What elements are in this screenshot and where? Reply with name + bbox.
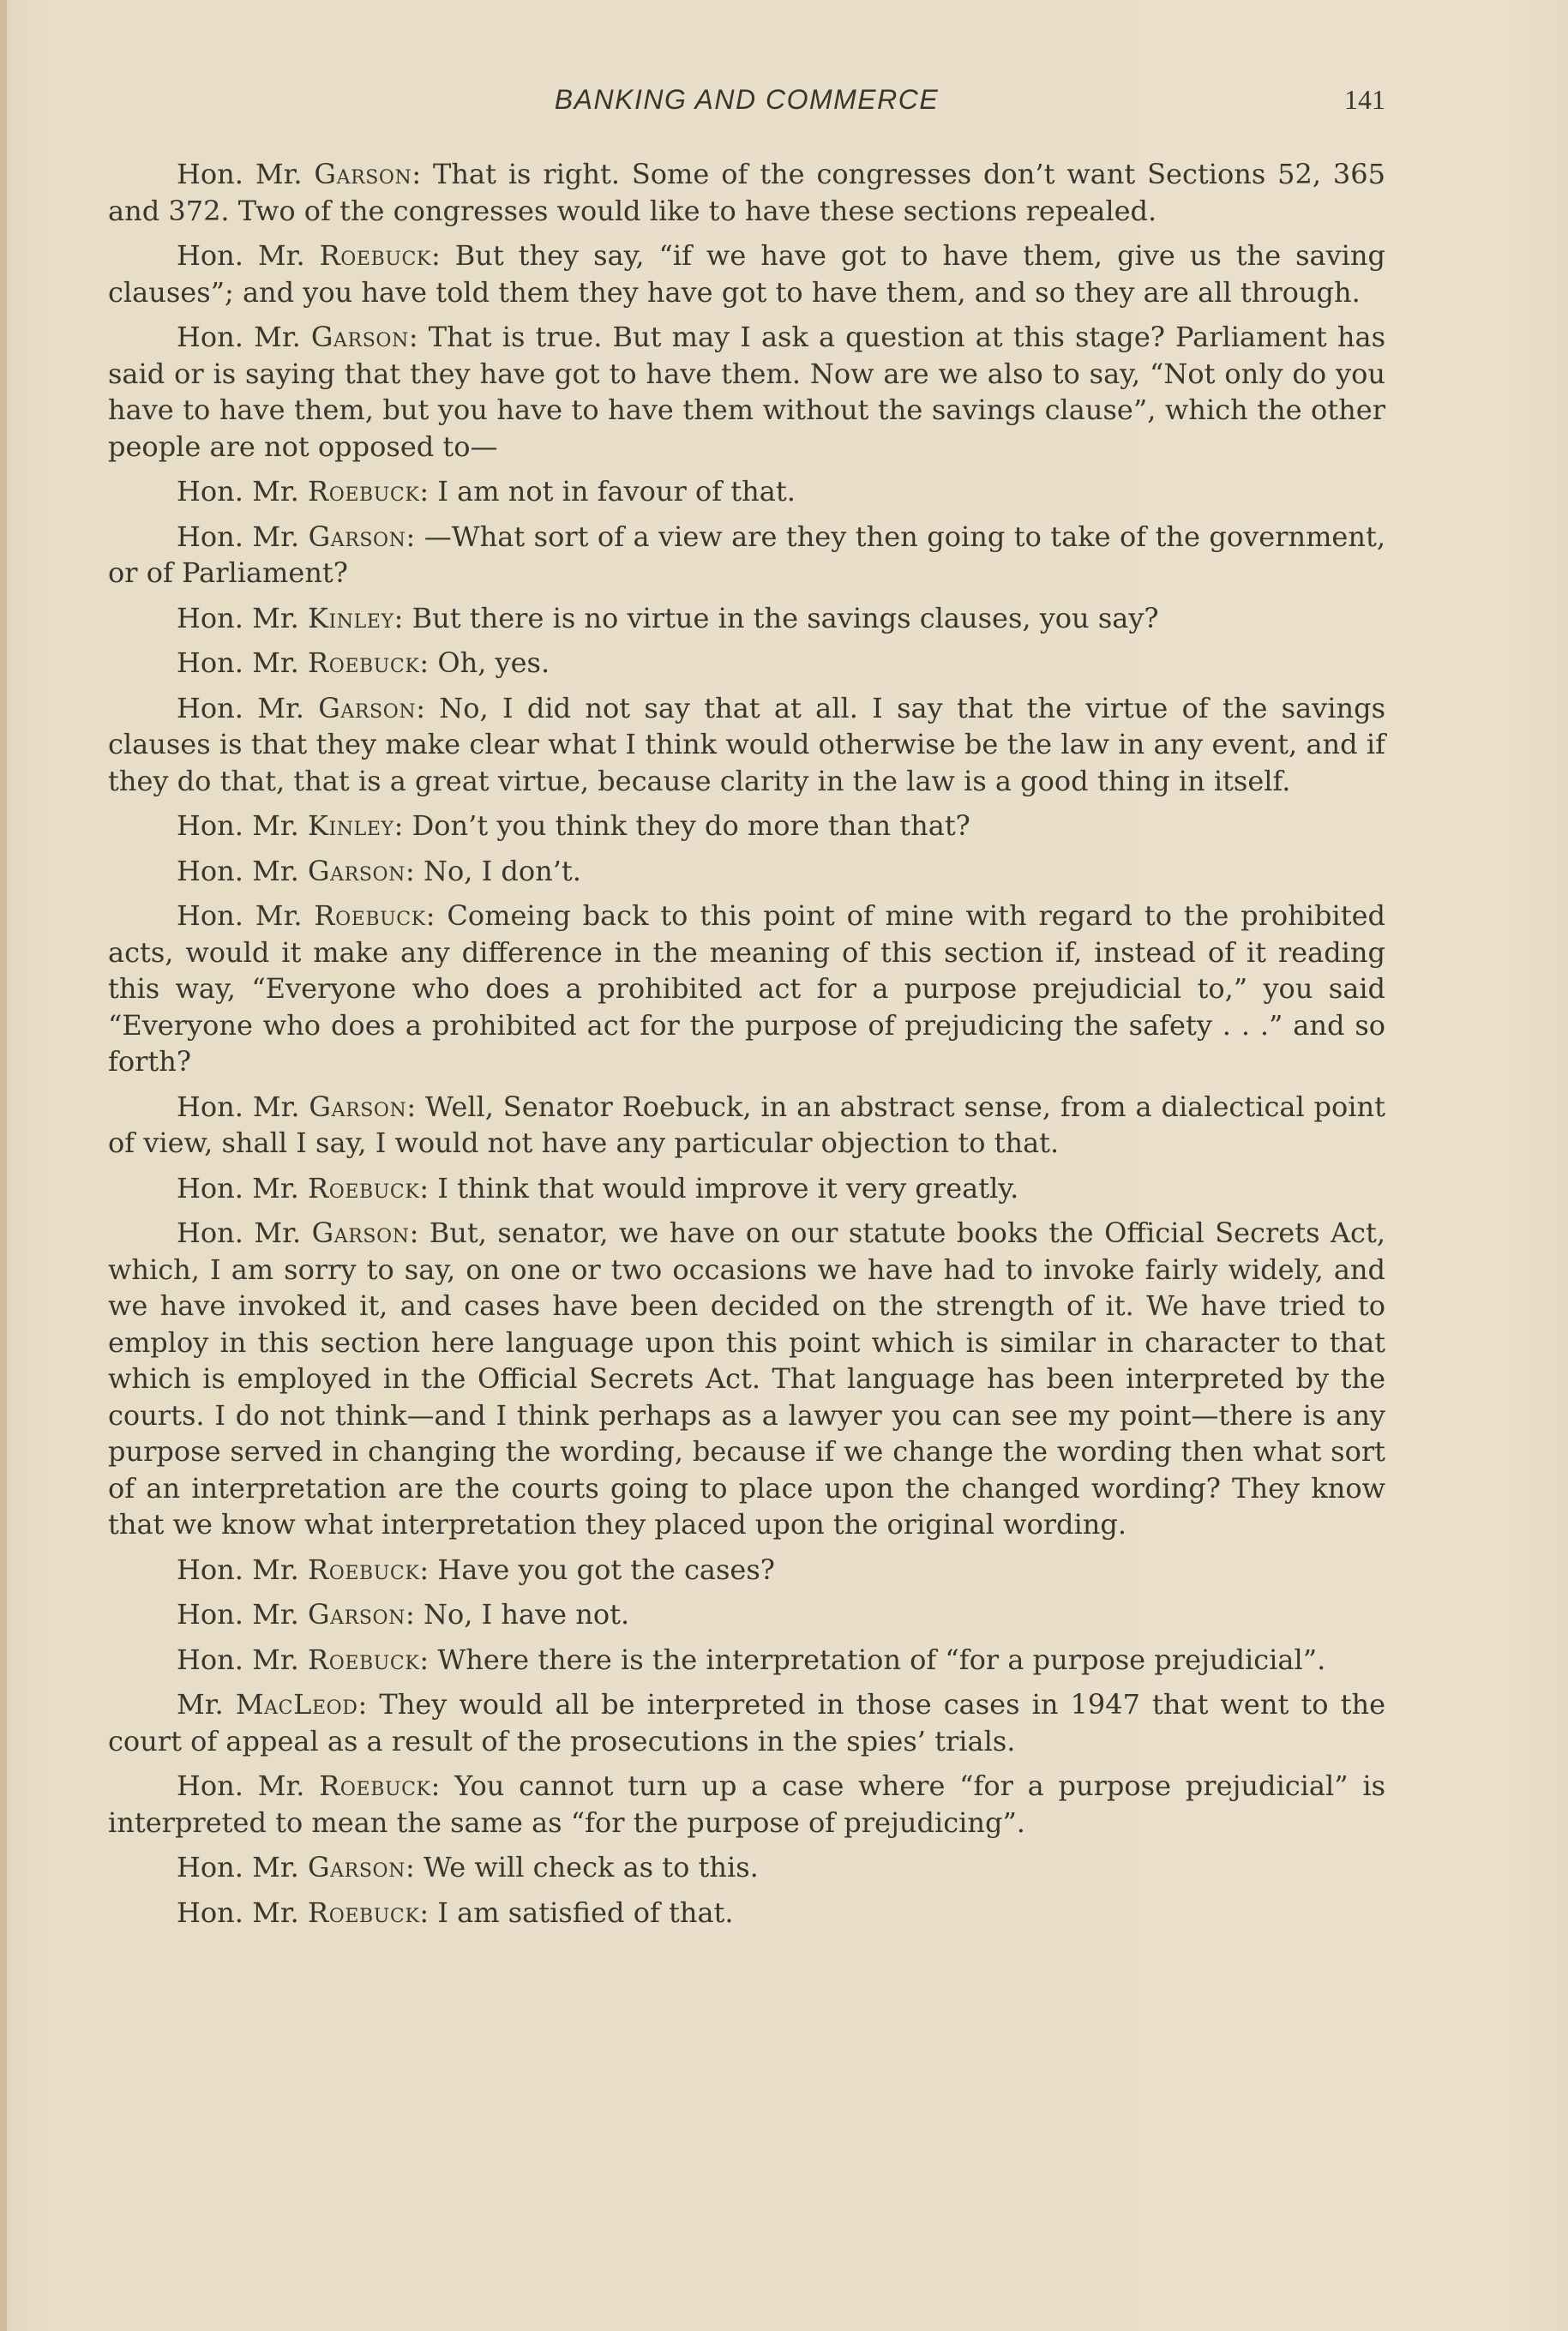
speech-text: : No, I have not.	[406, 1598, 630, 1631]
speaker-title: Hon. Mr.	[177, 1598, 309, 1631]
speaker-name: Kinley	[308, 601, 394, 634]
speaker-title: Hon. Mr.	[177, 520, 309, 553]
speaker-title: Hon. Mr.	[177, 158, 315, 190]
speaker-title: Hon. Mr.	[177, 646, 309, 679]
speech-text: : Have you got the cases?	[419, 1553, 775, 1586]
speaker-name: Garson	[308, 1851, 406, 1883]
speaker-name: Garson	[308, 520, 406, 553]
speaker-name: Roebuck	[319, 1769, 431, 1802]
speaker-title: Hon. Mr.	[177, 1643, 309, 1676]
speech-paragraph	[108, 1686, 1385, 1759]
speech-paragraph	[108, 1642, 1385, 1679]
speaker-name: Garson	[310, 321, 409, 353]
speech-text: : —What sort of a view are they then going to take of the government, or of Parliament?	[108, 520, 1386, 589]
speaker-name: Garson	[308, 854, 406, 887]
speech-text: : Don’t you think they do more than that?	[394, 809, 970, 842]
speech-paragraph	[108, 600, 1385, 637]
speech-text: : They would all be interpreted in those cases in 1947 that went to the court of appeal as a result of the prosecutions in the spies’ trials.	[108, 1688, 1386, 1757]
speech-paragraph	[108, 473, 1385, 510]
speech-text: : But they say, “if we have got to have them, give us the saving clauses”; and you have told them they have got to have them, and so they are all through.	[108, 239, 1386, 309]
speech-text: : That is right. Some of the congresses don’t want Sections 52, 365 and 372. Two of the congresses would like to have these sections repealed.	[108, 158, 1386, 227]
speech-paragraph	[108, 808, 1385, 844]
page-number: 141	[1344, 84, 1385, 115]
speech-paragraph	[108, 156, 1385, 229]
speaker-name: Roebuck	[308, 1895, 420, 1929]
speaker-title: Hon. Mr.	[177, 691, 319, 724]
speech-text: : You cannot turn up a case where “for a purpose prejudicial” is interpreted to mean the same as “for the purpose of prejudicing”.	[108, 1769, 1386, 1839]
speaker-name: Roebuck	[308, 1553, 420, 1586]
speech-paragraph	[108, 1768, 1385, 1841]
page-binding-edge	[0, 0, 7, 2331]
speaker-title: Hon. Mr.	[177, 1090, 309, 1123]
speech-text: : No, I did not say that at all. I say that the virtue of the savings clauses is that they make clear what I think would otherwise be the law in any event, and if they do that, that is a great virtue, because clarity in the law is a good thing in itself.	[108, 691, 1386, 797]
speech-text: : But there is no virtue in the savings clauses, you say?	[394, 601, 1159, 634]
transcript-body	[108, 156, 1385, 1939]
speaker-name: Roebuck	[308, 1171, 420, 1205]
speech-paragraph	[108, 1170, 1385, 1207]
speaker-title: Hon. Mr.	[177, 1217, 312, 1249]
speech-paragraph	[108, 853, 1385, 890]
speech-paragraph	[108, 319, 1385, 465]
speaker-title: Mr.	[177, 1688, 236, 1721]
speaker-name: Garson	[311, 1217, 410, 1249]
speaker-name: Roebuck	[308, 646, 420, 679]
speech-paragraph	[108, 1215, 1385, 1543]
speaker-title: Hon. Mr.	[177, 809, 309, 842]
speech-paragraph	[108, 690, 1385, 800]
speech-text: : We will check as to this.	[406, 1851, 759, 1883]
speaker-name: Garson	[308, 1598, 406, 1631]
speech-text: : That is true. But may I ask a question at this stage? Parliament has said or is saying that they have got to have them. Now are we also to say, “Not only do you have to have them, but you have to have them without the savings clause”, which the other people are not opposed to—	[108, 321, 1385, 463]
speaker-name: Garson	[318, 691, 417, 724]
speaker-name: MacLeod	[235, 1688, 358, 1721]
speaker-title: Hon. Mr.	[177, 239, 320, 272]
speaker-name: Roebuck	[319, 239, 431, 272]
speech-paragraph	[108, 519, 1385, 592]
speech-paragraph	[108, 645, 1385, 682]
speech-text: : Where there is the interpretation of “for a purpose prejudicial”.	[419, 1643, 1326, 1676]
speaker-title: Hon. Mr.	[177, 321, 311, 353]
speech-paragraph	[108, 1552, 1385, 1589]
speaker-title: Hon. Mr.	[177, 1851, 309, 1883]
speech-paragraph	[108, 1849, 1385, 1886]
speech-paragraph	[108, 1596, 1385, 1633]
speech-text: : I think that would improve it very greatly.	[419, 1171, 1019, 1205]
speaker-title: Hon. Mr.	[177, 1895, 309, 1929]
speaker-name: Kinley	[308, 809, 394, 842]
speaker-title: Hon. Mr.	[177, 1553, 309, 1586]
speaker-name: Roebuck	[308, 1643, 420, 1676]
speech-paragraph	[108, 237, 1385, 310]
speech-text: : No, I don’t.	[406, 854, 581, 887]
speech-text: : But, senator, we have on our statute books the Official Secrets Act, which, I am sorry to say, on one or two occasions we have had to invoke fairly widely, and we have invoked it, and cases have been decided on the strength of it. We have tried to employ in this section here language upon this point which is similar in character to that which is employed in the Official Secrets Act. That language has been interpreted by the courts. I do not think—and I think perhaps as a lawyer you can see my point—there is any purpose served in changing the wording, because if we change the wording then what sort of an interpretation are the courts going to place upon the changed wording? They know that we know what interpretation they placed upon the original wording.	[108, 1217, 1386, 1541]
speaker-name: Roebuck	[308, 475, 420, 508]
speech-text: : I am satisfied of that.	[419, 1895, 734, 1929]
running-head: BANKING AND COMMERCE	[554, 84, 940, 115]
speaker-name: Garson	[309, 1090, 407, 1123]
speech-paragraph	[108, 1089, 1385, 1162]
speech-text: : Oh, yes.	[419, 646, 550, 679]
speaker-title: Hon. Mr.	[177, 475, 309, 508]
speaker-title: Hon. Mr.	[177, 1769, 320, 1802]
speech-paragraph	[108, 898, 1385, 1080]
speaker-name: Roebuck	[314, 899, 426, 932]
speaker-title: Hon. Mr.	[177, 854, 309, 887]
speaker-name: Garson	[314, 158, 412, 190]
speech-text: : Comeing back to this point of mine with regard to the prohibited acts, would it make any difference in the meaning of this section if, instead of it reading this way, “Everyone who does a prohibited act for a purpose prejudicial to,” you said “Everyone who does a prohibited act for the purpose of prejudicing the safety . . .” and so forth?	[108, 899, 1386, 1078]
speech-text: : Well, Senator Roebuck, in an abstract sense, from a dialectical point of view, shall I say, I would not have any particular objection to that.	[108, 1090, 1386, 1159]
speaker-title: Hon. Mr.	[177, 601, 309, 634]
speaker-title: Hon. Mr.	[177, 899, 315, 932]
page-header	[108, 84, 1385, 127]
speaker-title: Hon. Mr.	[177, 1171, 309, 1205]
speech-paragraph	[108, 1895, 1385, 1931]
speech-text: : I am not in favour of that.	[419, 475, 796, 508]
